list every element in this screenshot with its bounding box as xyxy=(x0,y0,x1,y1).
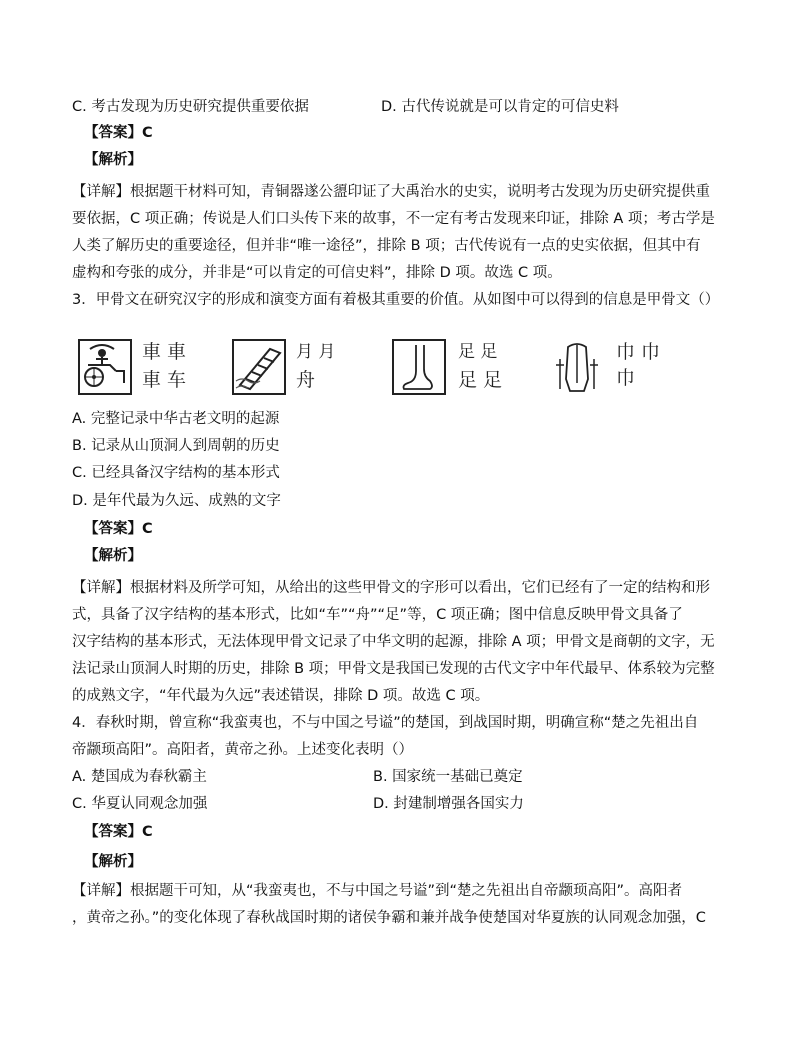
q4-detail-line: ，黄帝之孙。”的变化体现了春秋战国时期的诸侯争霸和兼并战争使楚国对华夏族的认同观念加强，C xyxy=(72,910,706,926)
q3-detail-line: 式，具备了汉字结构的基本形式，比如“车”“舟”“足”等，C 项正确；图中信息反映甲骨文具备了 xyxy=(72,607,683,623)
q4-option-a: A. 楚国成为春秋霸主 xyxy=(72,769,207,785)
q2-analysis-label: 【解析】 xyxy=(84,152,142,168)
q2-detail-line: 人类了解历史的重要途径，但并非“唯一途径”，排除 B 项；古代传说有一点的史实依据，但其中有 xyxy=(72,238,701,254)
oracle-glyph-pair: 月 月 xyxy=(296,342,336,362)
q4-analysis-label: 【解析】 xyxy=(84,854,142,870)
chariot-pictograph-icon xyxy=(78,339,132,395)
q2-option-c: C. 考古发现为历史研究提供重要依据 xyxy=(72,99,309,115)
q2-answer: 【答案】C xyxy=(84,125,153,141)
q4-option-c: C. 华夏认同观念加强 xyxy=(72,796,208,812)
q3-answer: 【答案】C xyxy=(84,521,153,537)
q3-option-a: A. 完整记录中华古老文明的起源 xyxy=(72,411,280,427)
q3-detail-line: 法记录山顶洞人时期的历史，排除 B 项；甲骨文是我国已发现的古代文字中年代最早、体系较为完整 xyxy=(72,661,715,677)
q2-detail-line: 【详解】根据题干材料可知，青铜器遂公盨印证了大禹治水的史实，说明考古发现为历史研究提供重 xyxy=(72,184,710,200)
boat-pictograph-icon xyxy=(232,339,286,395)
q3-option-c: C. 已经具备汉字结构的基本形式 xyxy=(72,465,280,481)
q2-detail-line: 要依据，C 项正确；传说是人们口头传下来的故事，不一定有考古发现来印证，排除 A 项；考古学是 xyxy=(72,211,715,227)
q3-analysis-label: 【解析】 xyxy=(84,548,142,564)
q3-option-d: D. 是年代最为久远、成熟的文字 xyxy=(72,493,281,509)
foot-pictograph-icon xyxy=(392,339,446,395)
q2-detail-line: 虚构和夸张的成分，并非是“可以肯定的可信史料”，排除 D 项。故选 C 项。 xyxy=(72,265,562,281)
q4-option-d: D. 封建制增强各国实力 xyxy=(373,796,524,812)
q3-detail-line: 【详解】根据材料及所学可知，从给出的这些甲骨文的字形可以看出，它们已经有了一定的结构和形 xyxy=(72,580,710,596)
modern-glyph-pair: 巾 xyxy=(616,367,636,389)
q3-detail-line: 的成熟文字，“年代最为久远”表述错误，排除 D 项。故选 C 项。 xyxy=(72,688,490,704)
modern-glyph-pair: 舟 xyxy=(296,369,316,391)
q4-answer: 【答案】C xyxy=(84,824,153,840)
oracle-glyph-pair: ⾞ 車 xyxy=(142,341,187,363)
q4-option-b: B. 国家统一基础已奠定 xyxy=(373,769,523,785)
q2-option-d: D. 古代传说就是可以肯定的可信史料 xyxy=(381,99,619,115)
q4-detail-line: 【详解】根据题干可知，从“我蛮夷也，不与中国之号谥”到“楚之先祖出自帝颛顼高阳”。高阳者 xyxy=(72,883,683,899)
modern-glyph-pair: 足 足 xyxy=(458,369,503,391)
towel-pictograph-icon xyxy=(550,339,604,395)
q4-stem-line: 4．春秋时期，曾宣称“我蛮夷也，不与中国之号谥”的楚国，到战国时期，明确宣称“楚之先祖出自 xyxy=(72,715,699,731)
modern-glyph-pair: 車 车 xyxy=(142,369,187,391)
oracle-glyph-pair: 足 足 xyxy=(458,342,498,362)
q3-stem: 3．甲骨文在研究汉字的形成和演变方面有着极其重要的价值。从如图中可以得到的信息是甲骨文（） xyxy=(72,292,720,308)
q3-detail-line: 汉字结构的基本形式，无法体现甲骨文记录了中华文明的起源，排除 A 项；甲骨文是商朝的文字，无 xyxy=(72,634,715,650)
q3-option-b: B. 记录从山顶洞人到周朝的历史 xyxy=(72,438,280,454)
oracle-glyph-pair: 巾 巾 xyxy=(616,341,661,363)
oracle-bone-figure xyxy=(72,333,712,403)
q4-stem-line: 帝颛顼高阳”。高阳者，黄帝之孙。上述变化表明（） xyxy=(72,742,414,758)
